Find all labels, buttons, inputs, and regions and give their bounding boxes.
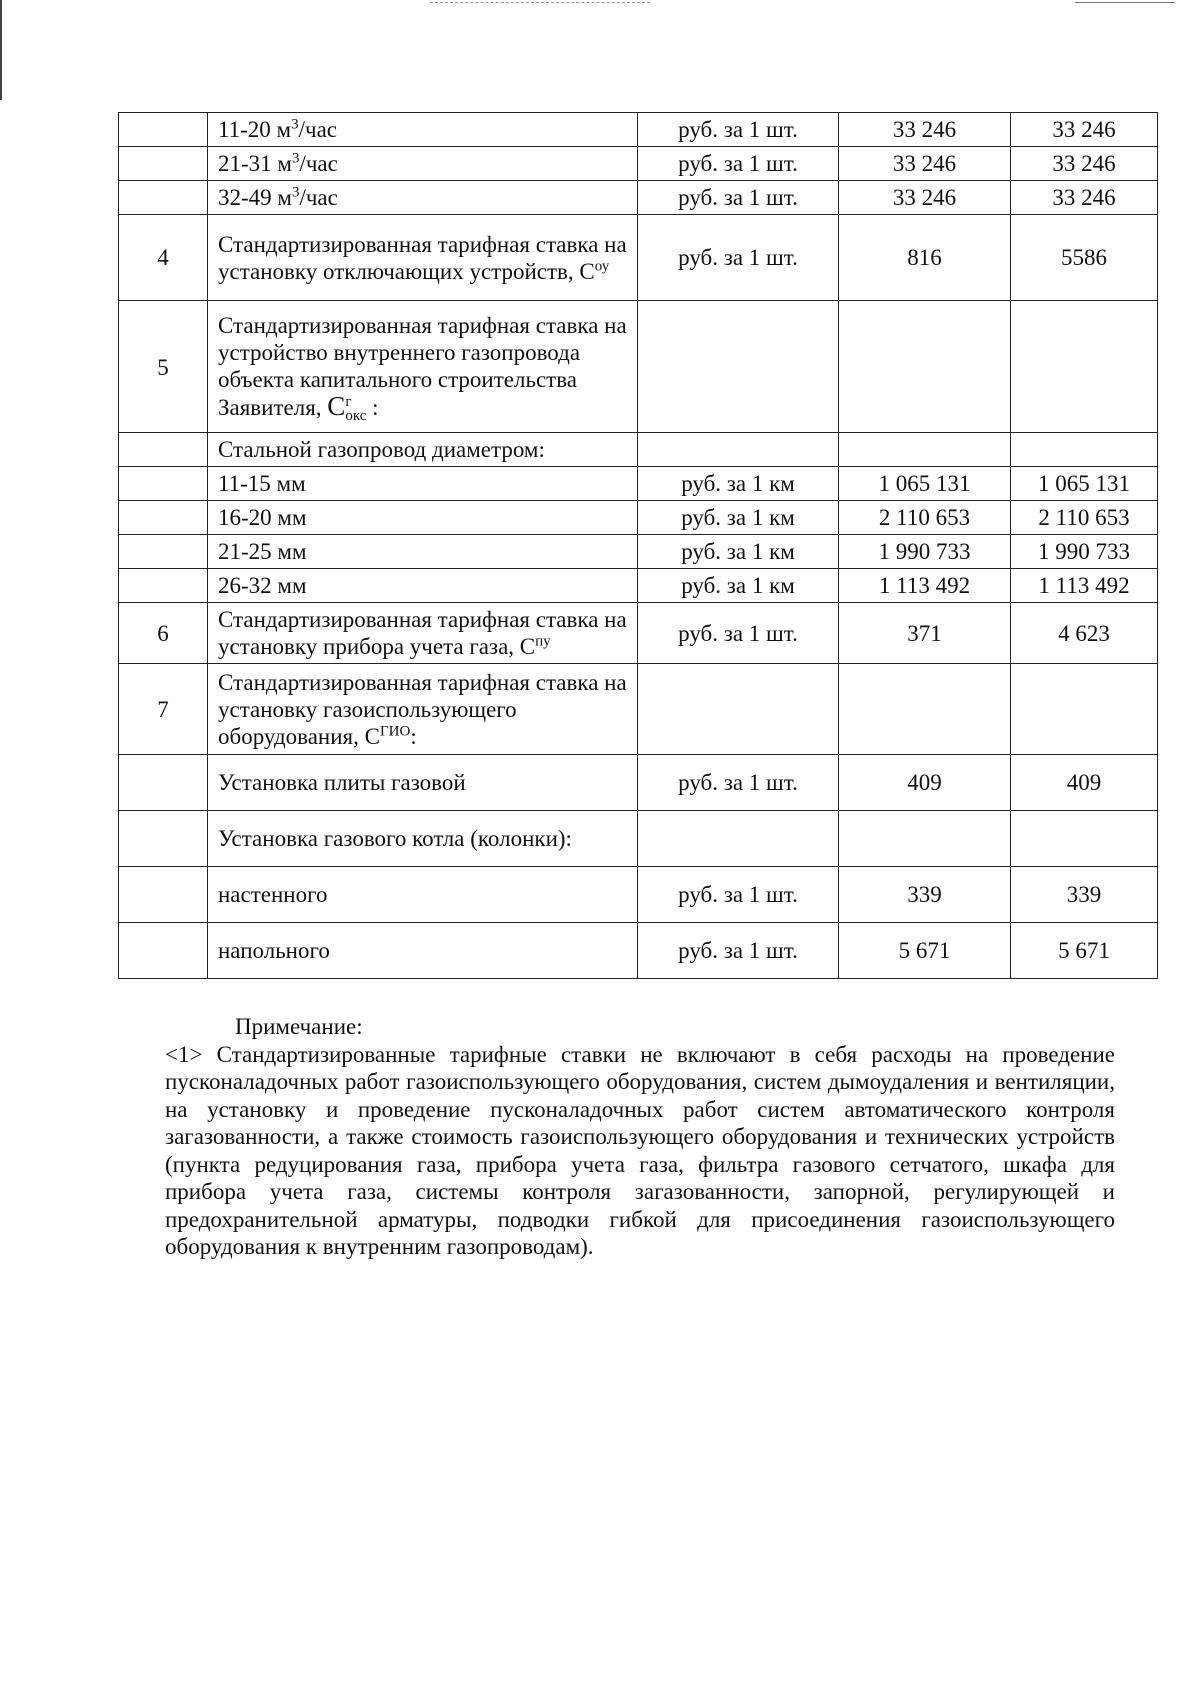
row-value-1: 1 990 733 — [839, 535, 1011, 569]
row-value-1: 2 110 653 — [839, 501, 1011, 535]
row-value-1: 1 113 492 — [839, 569, 1011, 603]
row-number — [119, 755, 208, 811]
row-number — [119, 467, 208, 501]
table-row — [119, 569, 1158, 603]
row-value-2 — [1011, 811, 1158, 867]
row-value-2: 5 671 — [1011, 923, 1158, 979]
row-unit: руб. за 1 км — [638, 501, 839, 535]
row-number — [119, 923, 208, 979]
row-number — [119, 433, 208, 467]
row-number — [119, 181, 208, 215]
row-name: Установка плиты газовой — [208, 755, 638, 811]
row-value-2: 1 990 733 — [1011, 535, 1158, 569]
row-unit — [638, 433, 839, 467]
row-number — [119, 113, 208, 147]
row-unit: руб. за 1 км — [638, 535, 839, 569]
table-row — [119, 147, 1158, 181]
row-unit: руб. за 1 шт. — [638, 181, 839, 215]
row-name: 32-49 $м^3$/час — [208, 181, 638, 215]
row-unit: руб. за 1 шт. — [638, 147, 839, 181]
row-value-2: 33 246 — [1011, 181, 1158, 215]
row-number — [119, 501, 208, 535]
scan-edge-mark — [0, 0, 2, 100]
row-value-2 — [1011, 433, 1158, 467]
row-number — [119, 535, 208, 569]
row-number — [119, 147, 208, 181]
row-number — [119, 867, 208, 923]
row-value-2: 5586 — [1011, 215, 1158, 301]
row-value-1: 339 — [839, 867, 1011, 923]
row-value-2: 4 623 — [1011, 603, 1158, 664]
note-title: Примечание: — [235, 1014, 363, 1039]
row-name: 11-20 $м^3$/час — [208, 113, 638, 147]
table-row — [119, 664, 1158, 755]
row-value-1: 1 065 131 — [839, 467, 1011, 501]
row-unit: руб. за 1 шт. — [638, 603, 839, 664]
row-number: 6 — [119, 603, 208, 664]
table-row — [119, 113, 1158, 147]
row-value-2: 1 065 131 — [1011, 467, 1158, 501]
row-unit — [638, 664, 839, 755]
row-unit: руб. за 1 км — [638, 569, 839, 603]
row-value-2 — [1011, 301, 1158, 433]
row-value-2 — [1011, 664, 1158, 755]
row-value-2: 33 246 — [1011, 147, 1158, 181]
table-row — [119, 535, 1158, 569]
row-value-2: 2 110 653 — [1011, 501, 1158, 535]
row-name: Стандартизированная тарифная ставка на установку отключающих устройств, $С^{оу}$ — [208, 215, 638, 301]
note-section — [165, 1013, 1115, 1261]
table-row — [119, 867, 1158, 923]
table-row — [119, 215, 1158, 301]
row-name: Установка газового котла (колонки): — [208, 811, 638, 867]
row-value-1 — [839, 811, 1011, 867]
row-value-1: 816 — [839, 215, 1011, 301]
row-unit: руб. за 1 шт. — [638, 867, 839, 923]
table-row — [119, 811, 1158, 867]
table-row — [119, 501, 1158, 535]
row-unit: руб. за 1 шт. — [638, 215, 839, 301]
row-value-1: 33 246 — [839, 113, 1011, 147]
row-name: Стандартизированная тарифная ставка на установку газоиспользующего оборудования, $С^{ГИО}$: — [208, 664, 638, 755]
scan-top-mark — [430, 2, 650, 4]
row-value-1 — [839, 664, 1011, 755]
row-name: 26-32 мм — [208, 569, 638, 603]
row-name: 11-15 мм — [208, 467, 638, 501]
row-value-1 — [839, 301, 1011, 433]
row-value-1: 33 246 — [839, 181, 1011, 215]
row-value-2: 339 — [1011, 867, 1158, 923]
row-unit: руб. за 1 шт. — [638, 113, 839, 147]
row-unit — [638, 301, 839, 433]
table-row — [119, 301, 1158, 433]
row-name: настенного — [208, 867, 638, 923]
row-unit: руб. за 1 шт. — [638, 755, 839, 811]
row-unit: руб. за 1 км — [638, 467, 839, 501]
row-value-2: 1 113 492 — [1011, 569, 1158, 603]
row-number: 5 — [119, 301, 208, 433]
row-name: Стандартизированная тарифная ставка на устройство внутреннего газопровода объекта капитального строительства Заявителя, С г окс : — [208, 301, 638, 433]
row-number: 7 — [119, 664, 208, 755]
table-row — [119, 923, 1158, 979]
row-name: 21-25 мм — [208, 535, 638, 569]
row-name: 16-20 мм — [208, 501, 638, 535]
row-value-1: 371 — [839, 603, 1011, 664]
table-row — [119, 755, 1158, 811]
row-number — [119, 569, 208, 603]
row-value-1: 5 671 — [839, 923, 1011, 979]
row-name: напольного — [208, 923, 638, 979]
row-value-1 — [839, 433, 1011, 467]
table-row — [119, 181, 1158, 215]
row-value-2: 409 — [1011, 755, 1158, 811]
scan-top-mark-right — [1075, 2, 1175, 4]
tariff-table — [118, 112, 1158, 979]
table-row — [119, 467, 1158, 501]
table-row — [119, 603, 1158, 664]
row-value-2: 33 246 — [1011, 113, 1158, 147]
row-value-1: 33 246 — [839, 147, 1011, 181]
row-value-1: 409 — [839, 755, 1011, 811]
row-name: 21-31 $м^3$/час — [208, 147, 638, 181]
row-unit: руб. за 1 шт. — [638, 923, 839, 979]
row-name: Стандартизированная тарифная ставка на установку прибора учета газа, $С^{пу}$ — [208, 603, 638, 664]
row-name: Стальной газопровод диаметром: — [208, 433, 638, 467]
row-number — [119, 811, 208, 867]
row-number: 4 — [119, 215, 208, 301]
note-body: <1> Стандартизированные тарифные ставки не включают в себя расходы на проведение пусконаладочных работ газоиспользующего оборудования, систем дымоудаления и вентиляции, на установку и проведение пусконаладочных работ систем автоматического контроля загазованности, а также стоимость газоиспользующего оборудования и технических устройств (пункта редуцирования газа, прибора учета газа, фильтра газового сетчатого, шкафа для прибора учета газа, системы контроля загазованности, запорной, регулирующей и предохранительной арматуры, подводки гибкой для присоединения газоиспользующего оборудования к внутренним газопроводам). — [165, 1041, 1115, 1259]
table-row — [119, 433, 1158, 467]
row-unit — [638, 811, 839, 867]
